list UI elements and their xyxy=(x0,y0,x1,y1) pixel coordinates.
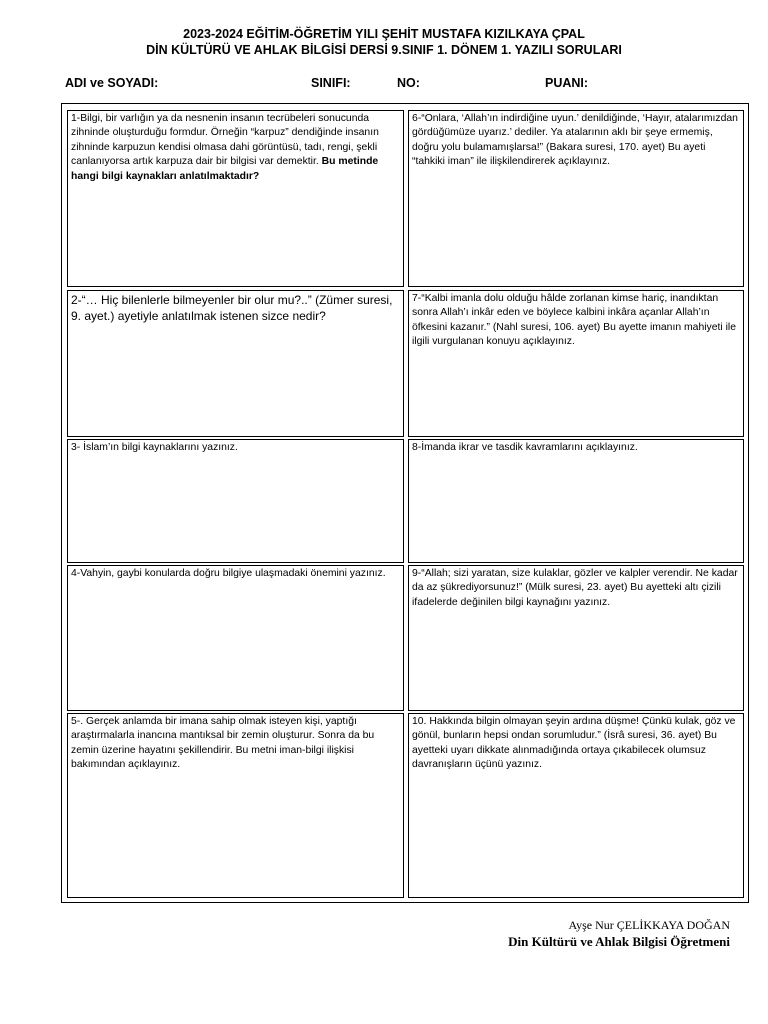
score-label: PUANI: xyxy=(545,76,589,90)
header-line-2: DİN KÜLTÜRÜ VE AHLAK BİLGİSİ DERSİ 9.SINIF 1. DÖNEM 1. YAZILI SORULARI xyxy=(146,43,622,57)
class-label: SINIFI: xyxy=(311,76,351,90)
question-7-box[interactable] xyxy=(408,290,744,437)
question-4-text: 4-Vahyin, gaybi konularda doğru bilgiye ulaşmadaki önemini yazınız. xyxy=(71,568,386,579)
name-label: ADI ve SOYADI: xyxy=(65,76,159,90)
question-3-text: 3- İslam’ın bilgi kaynaklarını yazınız. xyxy=(71,442,238,453)
question-10-box[interactable] xyxy=(408,713,744,898)
question-10-text: 10. Hakkında bilgin olmayan şeyin ardına düşme! Çünkü kulak, göz ve gönül, bunların hepsi ondan sorumludur.” (İsrâ suresi, 36. ayet) Bu ayetteki uyarı dikkate alınmadığında ortaya çıkabilecek olumsuz davranışların üçünü yazınız. xyxy=(412,716,736,771)
question-1-text: 1-Bilgi, bir varlığın ya da nesnenin insanın tecrübeleri sonucunda zihninde oluşturduğu formdur. Örneğin “karpuz” dendiğinde insanın zihninde karpuzun kendisi olmasa dahi görüntüsü, tadı, rengi, şekli canlanıyorsa artık karpuza dair bir bilgisi var demektir. xyxy=(71,113,379,168)
question-2-text: 2-“… Hiç bilenlerle bilmeyenler bir olur mu?..” (Zümer suresi, 9. ayet.) ayetiyle anlatılmak istenen sizce nedir? xyxy=(71,293,393,323)
exam-header xyxy=(0,26,768,58)
question-9-text: 9-“Allah; sizi yaratan, size kulaklar, gözler ve kalpler verendir. Ne kadar da az şükrediyorsunuz!” (Mülk suresi, 23. ayet) Bu ayetteki altı çizili ifadelerde değinilen bilgi kaynağını yazınız. xyxy=(412,568,738,608)
question-3-box[interactable] xyxy=(67,439,404,563)
student-info-row xyxy=(0,76,768,92)
question-1-box[interactable] xyxy=(67,110,404,287)
header-line-1: 2023-2024 EĞİTİM-ÖĞRETİM YILI ŞEHİT MUSTAFA KIZILKAYA ÇPAL xyxy=(183,27,585,41)
teacher-signature xyxy=(508,917,730,950)
question-7-text: 7-“Kalbi imanla dolu olduğu hâlde zorlanan kimse hariç, inandıktan sonra Allah’ı inkâr eden ve böylece kalbini inkâra açanlar Allah’ın öfkesini kazanır.” (Nahl suresi, 106. ayet) Bu ayette imanın mahiyeti ile ilgili vurgulanan konuyu açıklayınız. xyxy=(412,293,736,348)
question-8-box[interactable] xyxy=(408,439,744,563)
teacher-title: Din Kültürü ve Ahlak Bilgisi Öğretmeni xyxy=(508,934,730,949)
question-4-box[interactable] xyxy=(67,565,404,711)
question-6-box[interactable] xyxy=(408,110,744,287)
question-6-text: 6-“Onlara, ‘Allah’ın indirdiğine uyun.’ denildiğinde, ‘Hayır, atalarımızdan gördüğümüze uyarız.’ dediler. Ya atalarının aklı bir şeye ermemiş, doğru yolu bulamamışlarsa!” (Bakara suresi, 170. ayet) Bu ayeti “tahkiki iman” ile ilişkilendirerek açıklayınız. xyxy=(412,113,738,168)
number-label: NO: xyxy=(397,76,420,90)
question-9-box[interactable] xyxy=(408,565,744,711)
question-2-box[interactable] xyxy=(67,290,404,437)
question-5-box[interactable] xyxy=(67,713,404,898)
teacher-name: Ayşe Nur ÇELİKKAYA DOĞAN xyxy=(568,918,730,932)
question-8-text: 8-İmanda ikrar ve tasdik kavramlarını açıklayınız. xyxy=(412,442,638,453)
question-5-text: 5-. Gerçek anlamda bir imana sahip olmak isteyen kişi, yaptığı araştırmalarla inancına mantıksal bir zemin oluşturur. Sonra da bu zemin üzerine hayatını şekillendirir. Bu metni iman-bilgi ilişkisi bakımından açıklayınız. xyxy=(71,716,375,771)
question-1-bold-text: Bu metinde hangi bilgi kaynakları anlatılmaktadır? xyxy=(71,156,379,182)
